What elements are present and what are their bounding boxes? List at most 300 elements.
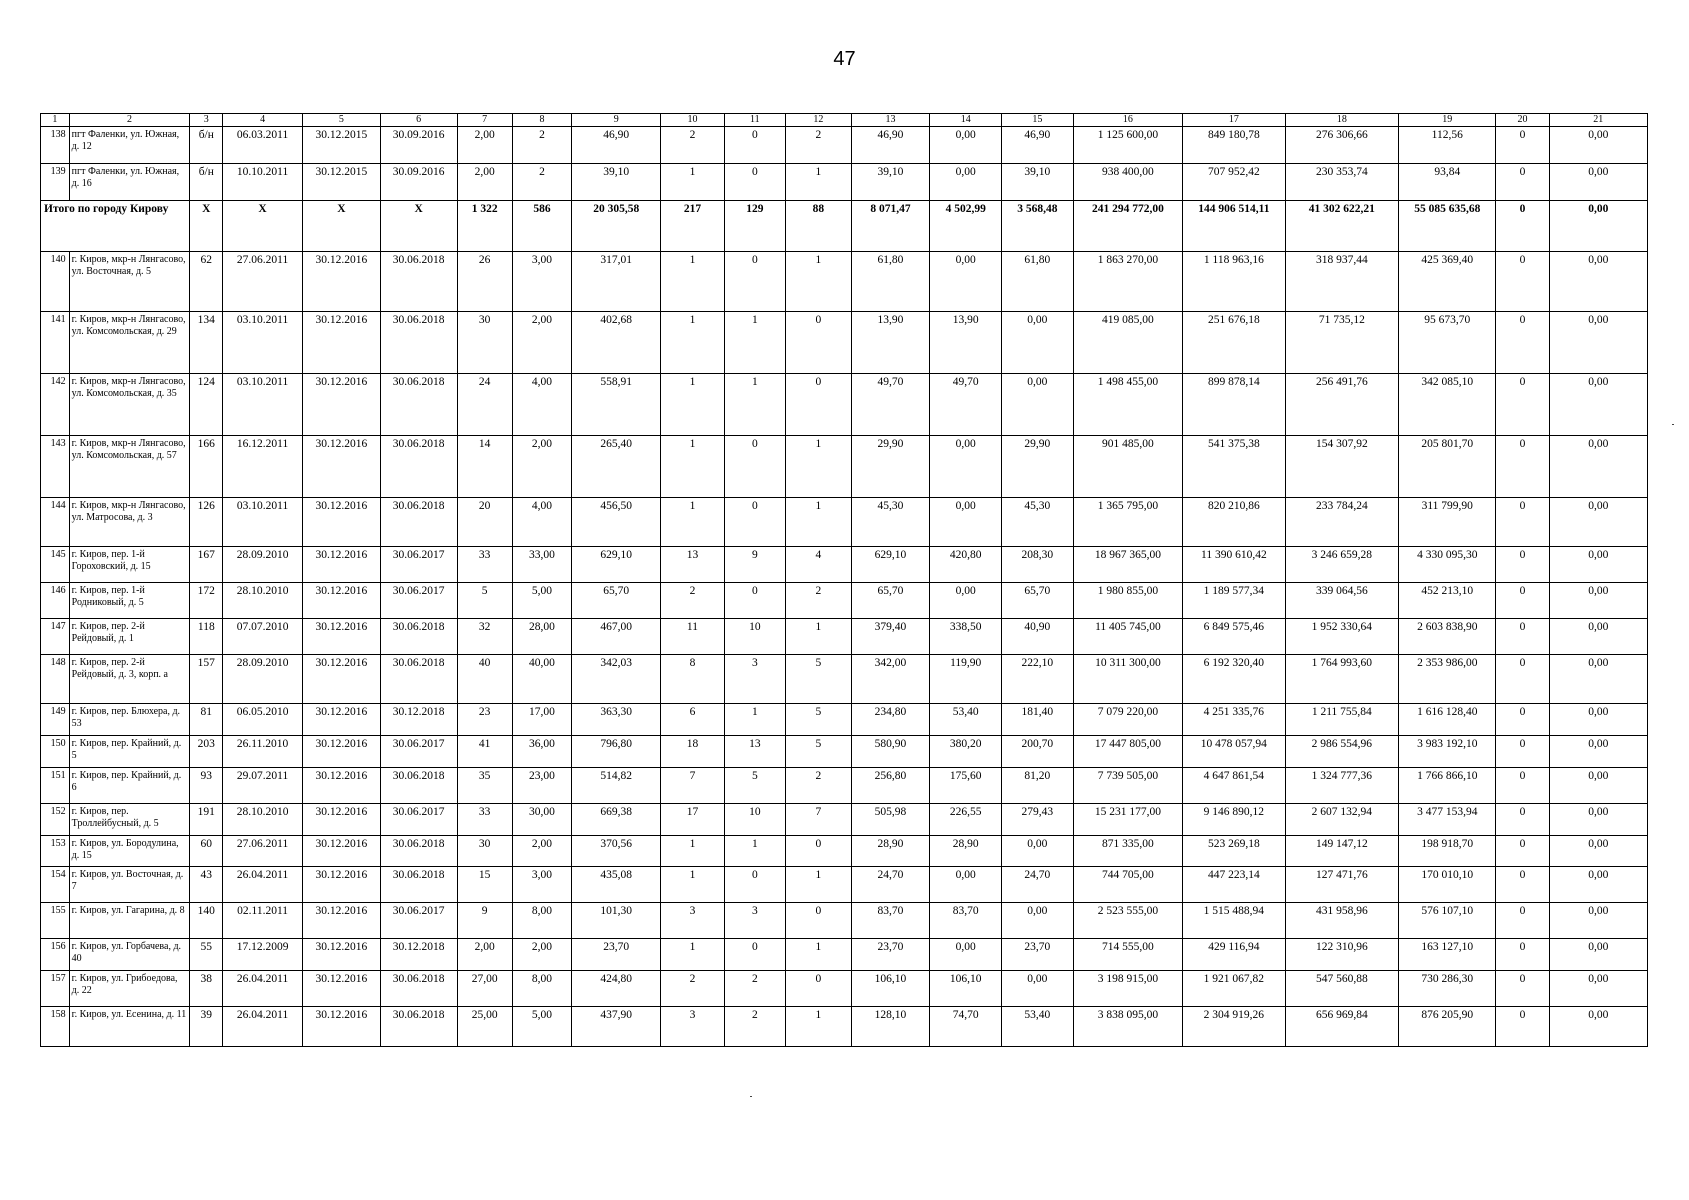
table-cell: 45,30 — [851, 498, 930, 547]
table-cell: 10 — [724, 804, 785, 836]
table-cell: 1 — [786, 1007, 852, 1047]
table-cell: 40 — [457, 655, 512, 704]
row-number-cell: 157 — [41, 971, 70, 1007]
table-cell: 230 353,74 — [1285, 164, 1399, 201]
table-cell: 1 — [786, 252, 852, 312]
table-row — [41, 619, 1648, 655]
table-cell: 0 — [1496, 374, 1549, 436]
table-cell: 5 — [786, 704, 852, 736]
table-cell: 11 405 745,00 — [1073, 619, 1183, 655]
table-cell: 29,90 — [851, 436, 930, 498]
total-cell: 55 085 635,68 — [1399, 201, 1496, 252]
table-cell: 901 485,00 — [1073, 436, 1183, 498]
table-cell: 18 967 365,00 — [1073, 547, 1183, 583]
table-cell: 28.10.2010 — [223, 804, 303, 836]
table-cell: 437,90 — [572, 1007, 661, 1047]
table-row — [41, 547, 1648, 583]
table-cell: 402,68 — [572, 312, 661, 374]
table-cell: 30.12.2016 — [303, 768, 381, 804]
table-cell: 10 — [724, 619, 785, 655]
table-cell: 30.12.2016 — [303, 971, 381, 1007]
table-cell: 30.06.2018 — [380, 768, 457, 804]
table-cell: 1 863 270,00 — [1073, 252, 1183, 312]
table-cell: 1 — [786, 939, 852, 971]
col-header: 6 — [380, 114, 457, 127]
table-cell: 0,00 — [930, 436, 1002, 498]
table-cell: 26.11.2010 — [223, 736, 303, 768]
table-cell: 30.06.2018 — [380, 312, 457, 374]
table-cell: 25,00 — [457, 1007, 512, 1047]
row-number-cell: 149 — [41, 704, 70, 736]
table-cell: 15 231 177,00 — [1073, 804, 1183, 836]
table-cell: 1 — [661, 312, 724, 374]
table-cell: 30.12.2016 — [303, 436, 381, 498]
table-cell: 39,10 — [851, 164, 930, 201]
table-cell: 127 471,76 — [1285, 867, 1399, 903]
total-cell: X — [380, 201, 457, 252]
table-cell: 205 801,70 — [1399, 436, 1496, 498]
address-cell: г. Киров, ул. Грибоедова, д. 22 — [69, 971, 190, 1007]
table-cell: 61,80 — [851, 252, 930, 312]
table-cell: 0 — [1496, 312, 1549, 374]
total-cell: 586 — [512, 201, 571, 252]
table-cell: 30.12.2016 — [303, 655, 381, 704]
table-cell: 200,70 — [1002, 736, 1074, 768]
table-cell: 435,08 — [572, 867, 661, 903]
table-row — [41, 312, 1648, 374]
table-cell: 1 — [661, 164, 724, 201]
address-cell: г. Киров, мкр-н Лянгасово, ул. Матросова, д. 3 — [69, 498, 190, 547]
table-cell: 424,80 — [572, 971, 661, 1007]
col-header: 3 — [190, 114, 223, 127]
col-header: 12 — [786, 114, 852, 127]
col-header: 2 — [69, 114, 190, 127]
table-cell: 730 286,30 — [1399, 971, 1496, 1007]
table-cell: 7 739 505,00 — [1073, 768, 1183, 804]
table-cell: 0,00 — [930, 164, 1002, 201]
table-cell: 4 330 095,30 — [1399, 547, 1496, 583]
table-cell: 3 477 153,94 — [1399, 804, 1496, 836]
table-cell: 30.06.2017 — [380, 547, 457, 583]
table-cell: 339 064,56 — [1285, 583, 1399, 619]
table-cell: 167 — [190, 547, 223, 583]
table-cell: 3 198 915,00 — [1073, 971, 1183, 1007]
table-cell: 0,00 — [1549, 836, 1647, 867]
table-cell: 9 146 890,12 — [1183, 804, 1285, 836]
col-header: 18 — [1285, 114, 1399, 127]
table-cell: 43 — [190, 867, 223, 903]
row-number-cell: 145 — [41, 547, 70, 583]
table-cell: 30.12.2016 — [303, 619, 381, 655]
table-cell: 28.09.2010 — [223, 547, 303, 583]
table-cell: 0 — [1496, 1007, 1549, 1047]
table-cell: 30.12.2016 — [303, 312, 381, 374]
address-cell: г. Киров, пер. Троллейбусный, д. 5 — [69, 804, 190, 836]
table-cell: 03.10.2011 — [223, 374, 303, 436]
table-cell: 106,10 — [930, 971, 1002, 1007]
table-cell: 4,00 — [512, 498, 571, 547]
col-header: 19 — [1399, 114, 1496, 127]
table-cell: 514,82 — [572, 768, 661, 804]
table-cell: 0,00 — [1549, 736, 1647, 768]
table-cell: 61,80 — [1002, 252, 1074, 312]
table-cell: 30.12.2016 — [303, 498, 381, 547]
table-cell: 419 085,00 — [1073, 312, 1183, 374]
table-cell: 3 — [661, 1007, 724, 1047]
table-cell: 40,00 — [512, 655, 571, 704]
table-cell: 163 127,10 — [1399, 939, 1496, 971]
table-cell: 134 — [190, 312, 223, 374]
table-cell: 13 — [724, 736, 785, 768]
table-cell: 112,56 — [1399, 127, 1496, 164]
table-cell: 03.10.2011 — [223, 498, 303, 547]
table-cell: 1 — [786, 164, 852, 201]
table-cell: 3 — [724, 903, 785, 939]
table-cell: 363,30 — [572, 704, 661, 736]
table-cell: 0,00 — [930, 127, 1002, 164]
table-cell: 30.12.2018 — [380, 704, 457, 736]
col-header: 5 — [303, 114, 381, 127]
col-header: 17 — [1183, 114, 1285, 127]
table-cell: 0 — [724, 583, 785, 619]
table-cell: 0,00 — [1002, 836, 1074, 867]
table-cell: 33 — [457, 804, 512, 836]
table-cell: 33 — [457, 547, 512, 583]
table-cell: 83,70 — [851, 903, 930, 939]
table-cell: б/н — [190, 127, 223, 164]
table-cell: 1 — [786, 619, 852, 655]
table-cell: 30.06.2018 — [380, 619, 457, 655]
row-number-cell: 152 — [41, 804, 70, 836]
address-cell: г. Киров, ул. Бородулина, д. 15 — [69, 836, 190, 867]
row-number-cell: 146 — [41, 583, 70, 619]
table-cell: 140 — [190, 903, 223, 939]
total-cell: 217 — [661, 201, 724, 252]
table-cell: 0 — [1496, 619, 1549, 655]
table-cell: 0,00 — [1002, 903, 1074, 939]
table-cell: 5 — [786, 736, 852, 768]
address-cell: г. Киров, пер. Крайний, д. 5 — [69, 736, 190, 768]
table-cell: 317,01 — [572, 252, 661, 312]
row-number-cell: 158 — [41, 1007, 70, 1047]
col-header: 14 — [930, 114, 1002, 127]
address-cell: г. Киров, мкр-н Лянгасово, ул. Комсомольская, д. 57 — [69, 436, 190, 498]
address-cell: г. Киров, пер. 1-й Родниковый, д. 5 — [69, 583, 190, 619]
table-cell: 17 — [661, 804, 724, 836]
table-cell: 505,98 — [851, 804, 930, 836]
table-cell: 53,40 — [930, 704, 1002, 736]
table-cell: 17 447 805,00 — [1073, 736, 1183, 768]
table-cell: 32 — [457, 619, 512, 655]
total-cell: 41 302 622,21 — [1285, 201, 1399, 252]
address-cell: г. Киров, ул. Есенина, д. 11 — [69, 1007, 190, 1047]
table-cell: 447 223,14 — [1183, 867, 1285, 903]
table-cell: 13,90 — [851, 312, 930, 374]
table-cell: 1 365 795,00 — [1073, 498, 1183, 547]
table-cell: 5,00 — [512, 583, 571, 619]
table-cell: 1 — [724, 374, 785, 436]
table-cell: 0,00 — [1549, 655, 1647, 704]
table-cell: 39,10 — [1002, 164, 1074, 201]
row-number-cell: 140 — [41, 252, 70, 312]
table-cell: 876 205,90 — [1399, 1007, 1496, 1047]
table-cell: 2 — [512, 127, 571, 164]
table-cell: 27,00 — [457, 971, 512, 1007]
table-row — [41, 836, 1648, 867]
table-cell: 2 — [786, 127, 852, 164]
table-cell: 1 — [786, 498, 852, 547]
table-cell: 30.06.2018 — [380, 971, 457, 1007]
total-cell: X — [190, 201, 223, 252]
table-cell: 30.06.2018 — [380, 655, 457, 704]
address-cell: г. Киров, мкр-н Лянгасово, ул. Восточная, д. 5 — [69, 252, 190, 312]
table-cell: 1 — [661, 498, 724, 547]
col-header: 1 — [41, 114, 70, 127]
table-cell: 40,90 — [1002, 619, 1074, 655]
table-cell: 0,00 — [1002, 971, 1074, 1007]
total-cell: 3 568,48 — [1002, 201, 1074, 252]
table-cell: б/н — [190, 164, 223, 201]
table-cell: 45,30 — [1002, 498, 1074, 547]
table-cell: 5 — [786, 655, 852, 704]
table-cell: 16.12.2011 — [223, 436, 303, 498]
table-cell: 1 921 067,82 — [1183, 971, 1285, 1007]
table-cell: 175,60 — [930, 768, 1002, 804]
total-cell: X — [223, 201, 303, 252]
col-header: 8 — [512, 114, 571, 127]
table-cell: 541 375,38 — [1183, 436, 1285, 498]
total-cell: 88 — [786, 201, 852, 252]
table-cell: 338,50 — [930, 619, 1002, 655]
row-number-cell: 147 — [41, 619, 70, 655]
table-cell: 4 647 861,54 — [1183, 768, 1285, 804]
table-cell: 256 491,76 — [1285, 374, 1399, 436]
col-header: 9 — [572, 114, 661, 127]
table-cell: 20 — [457, 498, 512, 547]
table-cell: 0 — [786, 836, 852, 867]
table-cell: 2 304 919,26 — [1183, 1007, 1285, 1047]
table-cell: 276 306,66 — [1285, 127, 1399, 164]
table-cell: 1 211 755,84 — [1285, 704, 1399, 736]
table-cell: 101,30 — [572, 903, 661, 939]
table-cell: 149 147,12 — [1285, 836, 1399, 867]
table-cell: 83,70 — [930, 903, 1002, 939]
table-cell: 49,70 — [930, 374, 1002, 436]
table-cell: 342,03 — [572, 655, 661, 704]
table-cell: 119,90 — [930, 655, 1002, 704]
table-cell: 17.12.2009 — [223, 939, 303, 971]
table-cell: 17,00 — [512, 704, 571, 736]
table-cell: 0 — [1496, 583, 1549, 619]
table-cell: 0,00 — [1549, 583, 1647, 619]
table-cell: 203 — [190, 736, 223, 768]
table-cell: 2 — [661, 127, 724, 164]
table-cell: 28,00 — [512, 619, 571, 655]
row-number-cell: 138 — [41, 127, 70, 164]
table-cell: 18 — [661, 736, 724, 768]
table-cell: 62 — [190, 252, 223, 312]
table-cell: 0,00 — [1549, 312, 1647, 374]
table-cell: 234,80 — [851, 704, 930, 736]
col-header: 20 — [1496, 114, 1549, 127]
table-cell: 0,00 — [1549, 903, 1647, 939]
table-cell: 8 — [661, 655, 724, 704]
table-cell: 2 — [661, 971, 724, 1007]
table-cell: 714 555,00 — [1073, 939, 1183, 971]
table-cell: 2 — [724, 1007, 785, 1047]
table-cell: 938 400,00 — [1073, 164, 1183, 201]
table-cell: 30.12.2016 — [303, 903, 381, 939]
table-cell: 8,00 — [512, 903, 571, 939]
table-cell: 744 705,00 — [1073, 867, 1183, 903]
table-cell: 547 560,88 — [1285, 971, 1399, 1007]
table-cell: 1 952 330,64 — [1285, 619, 1399, 655]
address-cell: г. Киров, пер. Крайний, д. 6 — [69, 768, 190, 804]
address-cell: г. Киров, пер. 1-й Гороховский, д. 15 — [69, 547, 190, 583]
table-cell: 30.12.2016 — [303, 704, 381, 736]
table-cell: 9 — [457, 903, 512, 939]
table-cell: 8,00 — [512, 971, 571, 1007]
table-cell: 24,70 — [851, 867, 930, 903]
table-cell: 2 603 838,90 — [1399, 619, 1496, 655]
table-cell: 03.10.2011 — [223, 312, 303, 374]
table-cell: 1 — [661, 252, 724, 312]
table-cell: 198 918,70 — [1399, 836, 1496, 867]
total-cell: X — [303, 201, 381, 252]
row-number-cell: 151 — [41, 768, 70, 804]
table-cell: 226,55 — [930, 804, 1002, 836]
table-cell: 29,90 — [1002, 436, 1074, 498]
row-number-cell: 154 — [41, 867, 70, 903]
table-cell: 2 607 132,94 — [1285, 804, 1399, 836]
table-cell: 30.06.2017 — [380, 583, 457, 619]
table-cell: 93,84 — [1399, 164, 1496, 201]
table-cell: 0 — [1496, 704, 1549, 736]
table-cell: 28.09.2010 — [223, 655, 303, 704]
table-cell: 222,10 — [1002, 655, 1074, 704]
table-cell: 1 — [724, 704, 785, 736]
table-cell: 128,10 — [851, 1007, 930, 1047]
table-cell: 0,00 — [1549, 498, 1647, 547]
table-row — [41, 436, 1648, 498]
table-cell: 06.05.2010 — [223, 704, 303, 736]
table-cell: 13 — [661, 547, 724, 583]
table-cell: 820 210,86 — [1183, 498, 1285, 547]
table-cell: 06.03.2011 — [223, 127, 303, 164]
table-cell: 0 — [1496, 867, 1549, 903]
table-cell: 0 — [1496, 939, 1549, 971]
table-cell: 38 — [190, 971, 223, 1007]
total-cell: 0,00 — [1549, 201, 1647, 252]
table-cell: 0,00 — [930, 583, 1002, 619]
table-cell: 28,90 — [851, 836, 930, 867]
table-cell: 23,00 — [512, 768, 571, 804]
total-cell: 8 071,47 — [851, 201, 930, 252]
table-cell: 871 335,00 — [1073, 836, 1183, 867]
table-cell: 30.09.2016 — [380, 127, 457, 164]
table-cell: 27.06.2011 — [223, 836, 303, 867]
table-cell: 26.04.2011 — [223, 1007, 303, 1047]
table-cell: 1 — [661, 939, 724, 971]
table-cell: 0 — [1496, 164, 1549, 201]
table-cell: 431 958,96 — [1285, 903, 1399, 939]
table-cell: 30.09.2016 — [380, 164, 457, 201]
address-cell: г. Киров, пер. 2-й Рейдовый, д. 3, корп. а — [69, 655, 190, 704]
table-cell: 2 — [661, 583, 724, 619]
table-cell: 23,70 — [572, 939, 661, 971]
table-cell: 3 — [724, 655, 785, 704]
table-cell: 2 — [786, 583, 852, 619]
table-cell: 71 735,12 — [1285, 312, 1399, 374]
table-cell: 0 — [786, 374, 852, 436]
table-cell: 0,00 — [1549, 804, 1647, 836]
table-cell: 2,00 — [457, 127, 512, 164]
table-cell: 523 269,18 — [1183, 836, 1285, 867]
table-cell: 30.06.2018 — [380, 867, 457, 903]
table-cell: 30.06.2018 — [380, 252, 457, 312]
table-cell: 26 — [457, 252, 512, 312]
table-row — [41, 971, 1648, 1007]
table-cell: 60 — [190, 836, 223, 867]
table-cell: 30.06.2018 — [380, 436, 457, 498]
table-cell: 3 838 095,00 — [1073, 1007, 1183, 1047]
table-cell: 0 — [1496, 127, 1549, 164]
table-cell: 27.06.2011 — [223, 252, 303, 312]
table-cell: 36,00 — [512, 736, 571, 768]
table-cell: 1 — [661, 436, 724, 498]
table-cell: 0 — [1496, 547, 1549, 583]
address-cell: пгт Фаленки, ул. Южная, д. 12 — [69, 127, 190, 164]
table-cell: 380,20 — [930, 736, 1002, 768]
housing-program-table — [40, 113, 1648, 1047]
address-cell: г. Киров, мкр-н Лянгасово, ул. Комсомольская, д. 29 — [69, 312, 190, 374]
table-cell: 30.06.2017 — [380, 804, 457, 836]
table-cell: 46,90 — [1002, 127, 1074, 164]
table-cell: 629,10 — [851, 547, 930, 583]
table-cell: 11 — [661, 619, 724, 655]
table-cell: 256,80 — [851, 768, 930, 804]
table-row — [41, 498, 1648, 547]
table-cell: 0 — [1496, 804, 1549, 836]
col-header: 21 — [1549, 114, 1647, 127]
table-cell: 49,70 — [851, 374, 930, 436]
table-cell: 669,38 — [572, 804, 661, 836]
table-cell: 849 180,78 — [1183, 127, 1285, 164]
table-cell: 4 — [786, 547, 852, 583]
table-cell: 0 — [1496, 971, 1549, 1007]
table-cell: 106,10 — [851, 971, 930, 1007]
table-cell: 899 878,14 — [1183, 374, 1285, 436]
total-cell: 241 294 772,00 — [1073, 201, 1183, 252]
table-cell: 656 969,84 — [1285, 1007, 1399, 1047]
table-cell: 10 478 057,94 — [1183, 736, 1285, 768]
table-cell: 0 — [1496, 252, 1549, 312]
table-row — [41, 736, 1648, 768]
row-number-cell: 142 — [41, 374, 70, 436]
table-cell: 124 — [190, 374, 223, 436]
table-cell: 2,00 — [512, 436, 571, 498]
table-row — [41, 867, 1648, 903]
table-cell: 1 766 866,10 — [1399, 768, 1496, 804]
total-label: Итого по городу Кирову — [41, 201, 190, 252]
table-cell: 7 — [786, 804, 852, 836]
address-cell: г. Киров, ул. Восточная, д. 7 — [69, 867, 190, 903]
table-cell: 0 — [1496, 836, 1549, 867]
table-cell: 0,00 — [1549, 1007, 1647, 1047]
table-row — [41, 583, 1648, 619]
col-header: 4 — [223, 114, 303, 127]
table-row — [41, 374, 1648, 436]
